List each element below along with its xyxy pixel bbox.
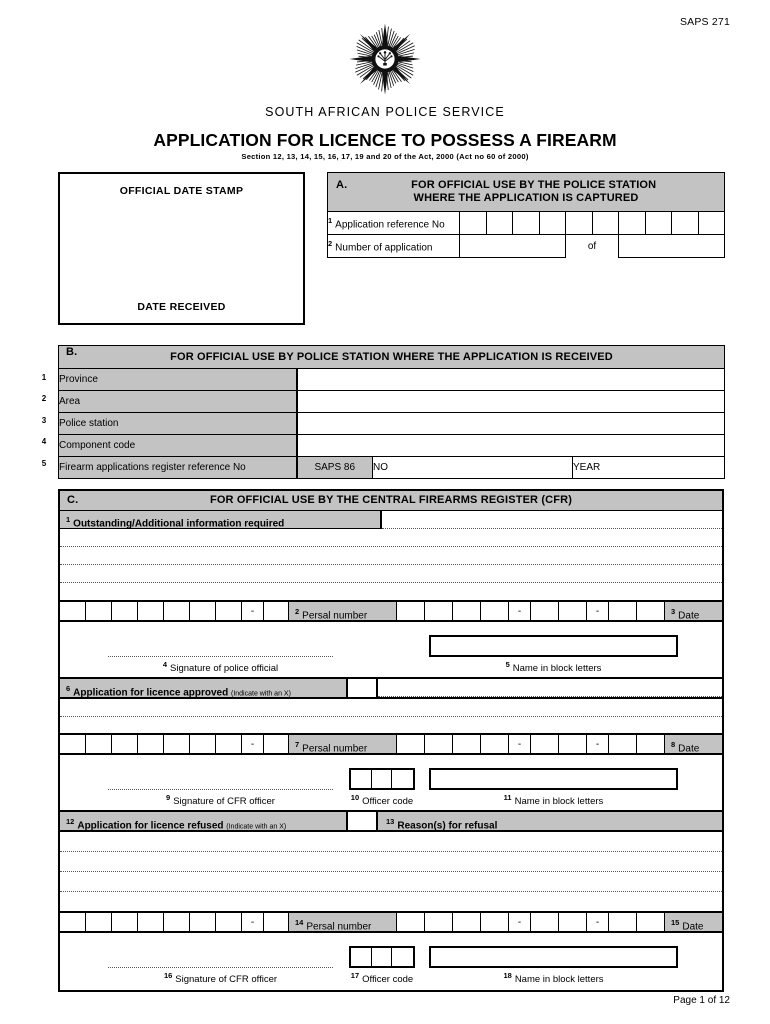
firearm-register-reference-label: Firearm applications register reference No (59, 457, 297, 479)
outstanding-info-line[interactable] (60, 547, 722, 565)
persal-cell[interactable] (190, 602, 216, 620)
register-year-field[interactable]: YEAR (573, 457, 725, 479)
section-a-heading-cell (328, 173, 725, 212)
item-number: 15 (671, 918, 680, 927)
officer-code-label: $^{17}$ Officer code (350, 971, 414, 986)
officer-code-label: $^{10}$ Officer code (350, 793, 414, 808)
date-cell[interactable] (453, 913, 481, 931)
province-row (59, 369, 725, 391)
persal-cell[interactable] (216, 913, 242, 931)
date-cell[interactable] (559, 913, 587, 931)
date-cell[interactable] (609, 913, 637, 931)
item-number: 12 (66, 817, 75, 826)
approved-note-line[interactable] (60, 699, 722, 717)
outstanding-info-line[interactable] (60, 529, 722, 547)
date-dash: - (509, 913, 531, 931)
item-number: 10 (350, 793, 360, 802)
page-footer: Page 1 of 12 (673, 995, 730, 1006)
approved-hint: (Indicate with an X) (230, 690, 291, 698)
persal-number-label: $^2$ Persal number (289, 602, 397, 620)
date-label: $^{15}$ Date (665, 913, 722, 931)
application-reference-cell[interactable] (566, 212, 593, 235)
persal-date-row-3 (60, 911, 722, 933)
persal-cell[interactable] (138, 913, 164, 931)
name-in-block-letters-label: $^5$ Name in block letters (505, 660, 602, 675)
persal-cell[interactable] (112, 913, 138, 931)
persal-cell[interactable] (190, 735, 216, 753)
outstanding-info-input[interactable] (382, 511, 722, 529)
saps-badge-svg (348, 22, 422, 96)
saps-86-label: SAPS 86 (297, 457, 373, 479)
outstanding-info-line[interactable] (60, 583, 722, 600)
persal-dash: - (242, 735, 264, 753)
item-number: 3 (671, 607, 676, 616)
component-code-row (59, 435, 725, 457)
date-dash: - (509, 735, 531, 753)
persal-cell[interactable] (86, 913, 112, 931)
persal-cell[interactable] (112, 735, 138, 753)
firearm-register-reference-row (59, 457, 725, 479)
section-b-row-number: 3 (41, 415, 47, 425)
persal-cell[interactable] (138, 735, 164, 753)
name-in-block-letters-label: $^{11}$ Name in block letters (503, 793, 604, 808)
organisation-name: SOUTH AFRICAN POLICE SERVICE (265, 105, 505, 119)
item-number: 4 (162, 660, 168, 669)
application-refused-row (60, 812, 722, 832)
section-a-heading-line2: WHERE THE APPLICATION IS CAPTURED (413, 192, 639, 204)
police-station-label: Police station (59, 413, 297, 435)
number-of-application-separator: of (587, 240, 597, 252)
section-c-header (60, 491, 722, 511)
signature-line[interactable] (108, 788, 333, 790)
refusal-reason-line[interactable] (60, 832, 722, 852)
application-reference-cell[interactable] (619, 212, 646, 235)
persal-cell[interactable] (264, 602, 289, 620)
application-reference-cell[interactable] (460, 212, 487, 235)
date-cell[interactable] (453, 735, 481, 753)
item-number: 9 (166, 793, 171, 802)
persal-cell[interactable] (86, 735, 112, 753)
section-b-row-number: 5 (41, 458, 47, 468)
section-b-letter: B. (66, 346, 78, 358)
name-in-block-letters-input[interactable] (429, 635, 678, 657)
persal-dash: - (242, 913, 264, 931)
item-number: 13 (386, 817, 395, 826)
application-reference-cell[interactable] (592, 212, 619, 235)
persal-cell[interactable] (216, 602, 242, 620)
application-reference-no-row (328, 212, 725, 235)
persal-cell[interactable] (164, 735, 190, 753)
persal-cell[interactable] (60, 913, 86, 931)
item-number: 11 (503, 793, 512, 802)
date-cell[interactable] (531, 602, 559, 620)
section-c-heading: FOR OFFICIAL USE BY THE CENTRAL FIREARMS REGISTER (CFR) (209, 494, 573, 506)
section-b-heading: FOR OFFICIAL USE BY POLICE STATION WHERE THE APPLICATION IS RECEIVED (170, 351, 613, 363)
date-dash: - (587, 602, 609, 620)
date-cell[interactable] (397, 913, 425, 931)
signature-of-cfr-officer-label: $^{16}$ Signature of CFR officer (163, 971, 278, 986)
saps-badge-icon (0, 22, 770, 101)
refusal-reason-line[interactable] (60, 892, 722, 911)
date-cell[interactable] (397, 735, 425, 753)
signature-band-2 (60, 755, 722, 812)
section-c-container (58, 489, 724, 992)
name-in-block-letters-input[interactable] (429, 768, 678, 790)
date-cell[interactable] (425, 913, 453, 931)
section-b-header-row (59, 346, 725, 369)
approved-note-line[interactable] (60, 717, 722, 733)
form-code: SAPS 271 (679, 16, 730, 28)
signature-of-cfr-officer-label: $^9$ Signature of CFR officer (166, 793, 275, 808)
persal-cell[interactable] (164, 602, 190, 620)
application-refused-checkbox[interactable] (348, 812, 378, 830)
persal-number-label: $^{14}$ Persal number (289, 913, 397, 931)
date-cell[interactable] (425, 602, 453, 620)
number-of-application-total-field[interactable] (619, 235, 725, 258)
item-number: 2 (295, 607, 300, 616)
section-c-letter: C. (67, 494, 79, 506)
item-number: 17 (350, 971, 360, 980)
province-input[interactable] (297, 369, 725, 391)
signature-band-1 (60, 622, 722, 679)
section-a-header-row (328, 173, 725, 212)
area-row (59, 391, 725, 413)
date-cell[interactable] (453, 602, 481, 620)
item-number: 1 (66, 515, 71, 524)
date-cell[interactable] (559, 602, 587, 620)
item-number: 8 (671, 740, 676, 749)
section-b-row-numbers (34, 345, 54, 474)
date-cell[interactable] (637, 602, 665, 620)
application-reference-cell[interactable] (645, 212, 672, 235)
item-number: 7 (295, 740, 300, 749)
persal-cell[interactable] (60, 602, 86, 620)
number-of-application-label: $^2$ Number of application (328, 235, 460, 258)
officer-code-cell[interactable] (351, 770, 372, 788)
item-number: 2 (328, 238, 333, 248)
area-label: Area (59, 391, 297, 413)
application-reference-cell[interactable] (539, 212, 566, 235)
province-label: Province (59, 369, 297, 391)
section-b-row-number: 2 (41, 394, 47, 404)
official-date-stamp-label: OFFICIAL DATE STAMP (119, 185, 244, 197)
persal-date-row-2 (60, 733, 722, 755)
name-in-block-letters-input[interactable] (429, 946, 678, 968)
date-cell[interactable] (637, 735, 665, 753)
signature-line[interactable] (108, 655, 333, 657)
officer-code-cell[interactable] (392, 948, 413, 966)
date-cell[interactable] (531, 913, 559, 931)
officer-code-cell[interactable] (351, 948, 372, 966)
persal-cell[interactable] (264, 735, 289, 753)
application-reference-cell[interactable] (698, 212, 725, 235)
date-cell[interactable] (559, 735, 587, 753)
official-date-stamp-box[interactable] (58, 172, 305, 325)
application-reference-cell[interactable] (672, 212, 699, 235)
area-input[interactable] (297, 391, 725, 413)
act-subtitle: Section 12, 13, 14, 15, 16, 17, 19 and 20 of the Act, 2000 (Act no 60 of 2000) (241, 152, 529, 161)
section-b-table (58, 345, 725, 479)
section-b-row-number: 1 (41, 373, 47, 382)
signature-band-3 (60, 933, 722, 990)
outstanding-info-line[interactable] (60, 565, 722, 583)
persal-number-label: $^7$ Persal number (289, 735, 397, 753)
item-number: 18 (503, 971, 512, 980)
section-a-heading-line1: FOR OFFICIAL USE BY THE POLICE STATION (411, 179, 657, 191)
date-cell[interactable] (609, 602, 637, 620)
application-reference-cell[interactable] (513, 212, 540, 235)
register-no-field[interactable]: NO (373, 457, 573, 479)
item-number: 6 (66, 684, 71, 693)
item-number: 16 (163, 971, 173, 980)
item-number: 1 (328, 215, 333, 225)
application-approved-row (60, 679, 722, 699)
officer-code-input[interactable] (349, 946, 415, 968)
date-cell[interactable] (481, 735, 509, 753)
persal-date-row-1 (60, 600, 722, 622)
persal-cell[interactable] (112, 602, 138, 620)
date-cell[interactable] (481, 913, 509, 931)
signature-line[interactable] (108, 966, 333, 968)
date-received-label: DATE RECEIVED (137, 301, 226, 313)
number-of-application-row (328, 235, 725, 258)
section-b-heading-cell (59, 346, 725, 369)
application-reference-no-label: $^1$ Application reference No (328, 212, 460, 235)
refusal-reason-line[interactable] (60, 872, 722, 892)
date-cell[interactable] (531, 735, 559, 753)
approved-remainder[interactable] (378, 679, 722, 697)
date-cell[interactable] (637, 913, 665, 931)
component-code-input[interactable] (297, 435, 725, 457)
officer-code-cell[interactable] (372, 948, 393, 966)
persal-dash: - (242, 602, 264, 620)
date-cell[interactable] (609, 735, 637, 753)
persal-cell[interactable] (264, 913, 289, 931)
date-cell[interactable] (397, 602, 425, 620)
persal-cell[interactable] (164, 913, 190, 931)
date-dash: - (509, 602, 531, 620)
section-b-row-number: 4 (41, 437, 47, 447)
section-a-letter: A. (336, 179, 348, 191)
persal-cell[interactable] (138, 602, 164, 620)
component-code-label: Component code (59, 435, 297, 457)
officer-code-input[interactable] (349, 768, 415, 790)
refusal-reason-line[interactable] (60, 852, 722, 872)
police-station-input[interactable] (297, 413, 725, 435)
section-a-table (327, 172, 725, 258)
application-reference-cell[interactable] (486, 212, 513, 235)
outstanding-info-label: $^1$ Outstanding/Additional information required (60, 511, 382, 529)
number-of-application-field[interactable] (460, 235, 566, 258)
reasons-for-refusal-label: $^{13}$ Reason(s) for refusal (386, 817, 498, 832)
police-station-row (59, 413, 725, 435)
refused-hint: (Indicate with an X) (226, 823, 287, 831)
officer-code-cell[interactable] (372, 770, 393, 788)
persal-cell[interactable] (190, 913, 216, 931)
item-number: 14 (295, 918, 304, 927)
page-title: APPLICATION FOR LICENCE TO POSSESS A FIREARM (153, 130, 617, 150)
outstanding-info-row (60, 511, 722, 529)
date-label: $^8$ Date (665, 735, 722, 753)
officer-code-cell[interactable] (392, 770, 413, 788)
date-dash: - (587, 735, 609, 753)
name-in-block-letters-label: $^{18}$ Name in block letters (503, 971, 604, 986)
date-cell[interactable] (425, 735, 453, 753)
date-label: $^3$ Date (665, 602, 722, 620)
date-cell[interactable] (481, 602, 509, 620)
application-approved-checkbox[interactable] (348, 679, 378, 697)
persal-cell[interactable] (60, 735, 86, 753)
signature-of-police-official-label: $^4$ Signature of police official (162, 660, 279, 675)
persal-cell[interactable] (216, 735, 242, 753)
persal-cell[interactable] (86, 602, 112, 620)
item-number: 5 (505, 660, 510, 669)
application-approved-label: $^6$ Application for licence approved (Indicate with an X) (60, 679, 348, 697)
date-dash: - (587, 913, 609, 931)
application-refused-label: $^{12}$ Application for licence refused (Indicate with an X) (60, 812, 348, 830)
